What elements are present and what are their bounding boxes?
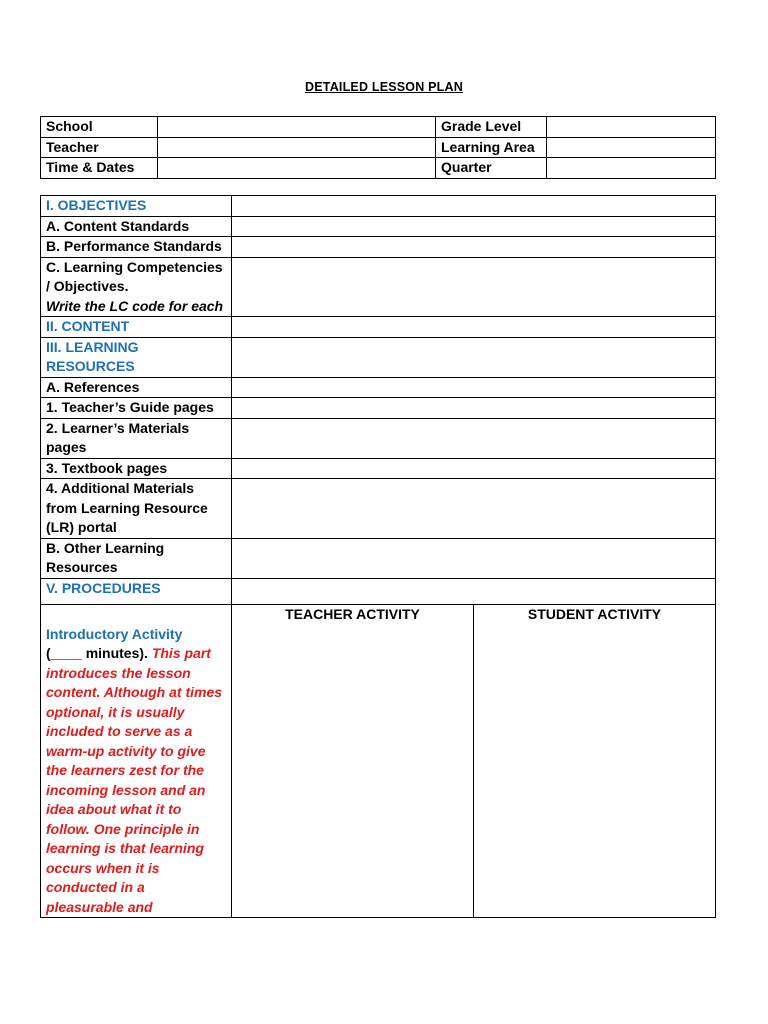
content-field[interactable] [232,317,716,338]
table-row [41,216,716,237]
table-row [41,237,716,258]
table-row [41,578,716,604]
table-row [41,158,716,179]
school-label: School [41,117,158,138]
student-activity-header: STUDENT ACTIVITY [527,605,662,622]
lesson-plan-table [40,195,716,918]
table-row [41,418,716,458]
content-heading: II. CONTENT [41,317,232,338]
learning-competencies-field[interactable] [232,257,716,317]
table-row [41,337,716,377]
grade-level-field[interactable] [547,117,716,138]
table-row [41,479,716,539]
teachers-guide-label: 1. Teacher’s Guide pages [41,398,232,419]
learning-competencies-label: C. Learning Competencies / Objectives. [46,258,223,294]
content-standards-field[interactable] [232,216,716,237]
procedures-heading: V. PROCEDURES [41,578,232,604]
learning-resources-heading: III. LEARNING RESOURCES [41,337,232,377]
quarter-label: Quarter [436,158,547,179]
table-row [41,196,716,217]
table-row [41,538,716,578]
learning-competencies-cell [41,257,232,317]
table-row [41,117,716,138]
learning-area-label: Learning Area [436,137,547,158]
table-row [41,398,716,419]
teachers-guide-field[interactable] [232,398,716,419]
content-standards-label: A. Content Standards [41,216,232,237]
teacher-label: Teacher [41,137,158,158]
objectives-field[interactable] [232,196,716,217]
performance-standards-field[interactable] [232,237,716,258]
other-resources-label: B. Other Learning Resources [41,538,232,578]
textbook-field[interactable] [232,458,716,479]
references-label: A. References [41,377,232,398]
learners-materials-field[interactable] [232,418,716,458]
intro-note: This part introduces the lesson content. Although at times optional, it is usually included to serve as a warm-up activity to give the learners zest for the incoming lesson and an idea about what it to follow. One principle in learning is that learning occurs when it is conducted in a pleasurable and [46,645,223,915]
other-resources-field[interactable] [232,538,716,578]
learners-materials-label: 2. Learner’s Materials pages [41,418,232,458]
table-row [41,257,716,317]
student-activity-column[interactable] [474,604,716,918]
document-title: DETAILED LESSON PLAN [305,80,463,94]
intro-activity-label: Introductory Activity [46,625,183,642]
additional-materials-label: 4. Additional Materials from Learning Resource (LR) portal [41,479,232,539]
header-info-table [40,116,716,179]
performance-standards-label: B. Performance Standards [41,237,232,258]
quarter-field[interactable] [547,158,716,179]
table-row [41,604,716,918]
table-row [41,137,716,158]
learning-area-field[interactable] [547,137,716,158]
table-row [41,317,716,338]
table-row [41,377,716,398]
lc-code-note: Write the LC code for each [46,297,224,314]
additional-materials-field[interactable] [232,479,716,539]
textbook-label: 3. Textbook pages [41,458,232,479]
references-field[interactable] [232,377,716,398]
table-row [41,458,716,479]
procedures-field[interactable] [232,578,716,604]
grade-level-label: Grade Level [436,117,547,138]
objectives-heading: I. OBJECTIVES [41,196,232,217]
time-dates-field[interactable] [158,158,436,179]
introductory-activity-cell [41,604,232,918]
teacher-activity-header: TEACHER ACTIVITY [285,605,420,622]
teacher-field[interactable] [158,137,436,158]
intro-minutes: (____ minutes). [46,645,148,661]
school-field[interactable] [158,117,436,138]
learning-resources-field[interactable] [232,337,716,377]
teacher-activity-column[interactable] [232,604,474,918]
time-dates-label: Time & Dates [41,158,158,179]
